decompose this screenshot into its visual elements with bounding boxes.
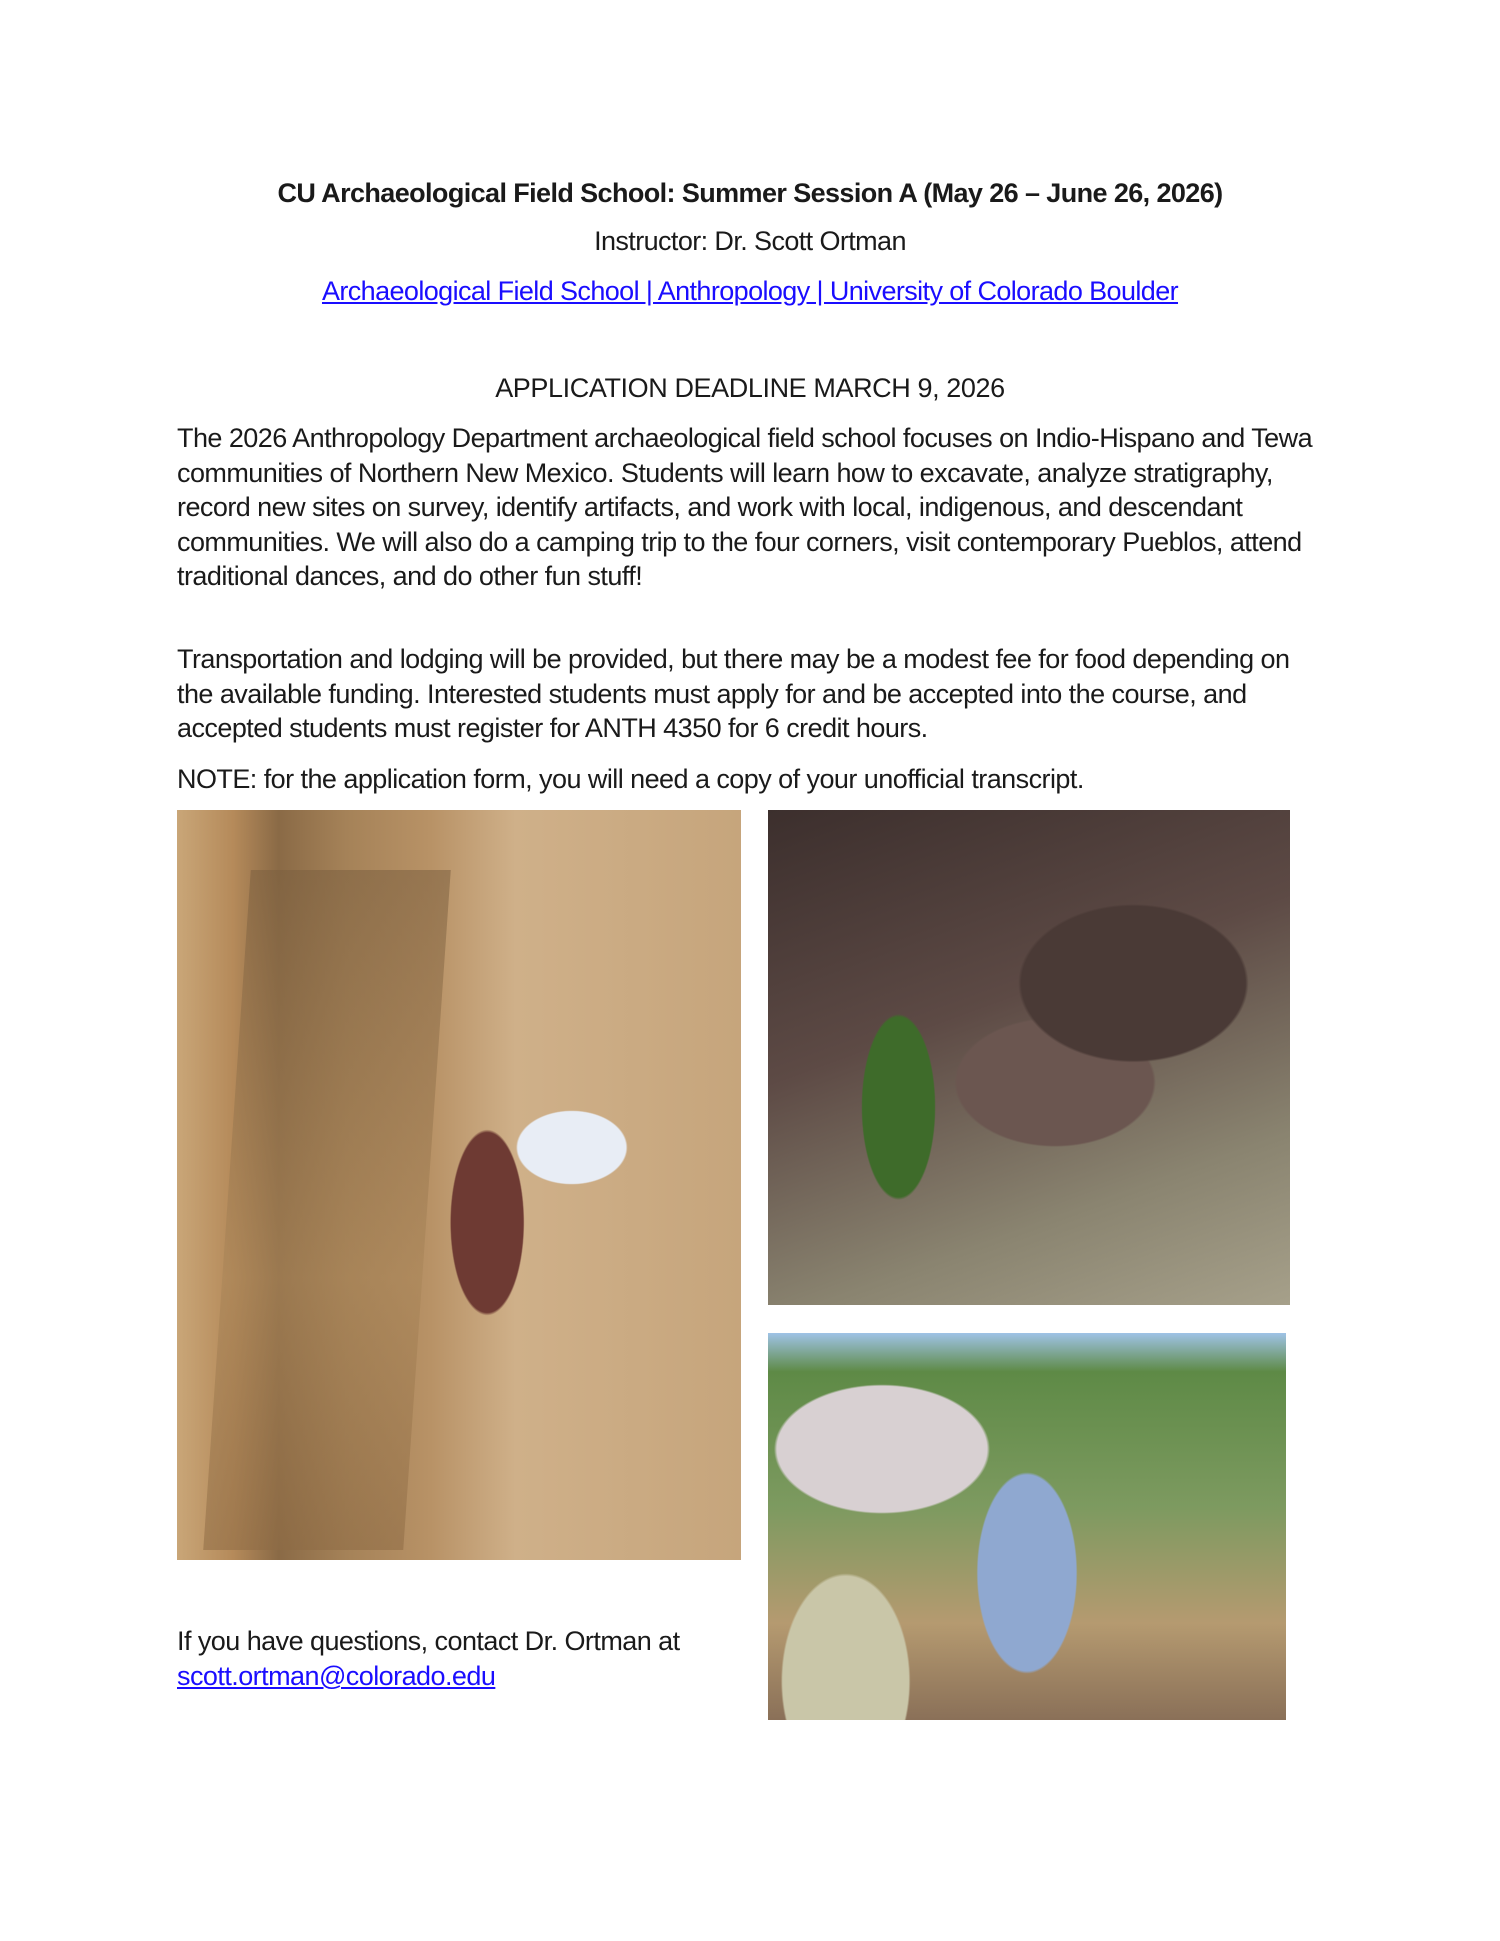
document-title: CU Archaeological Field School: Summer Session A (May 26 – June 26, 2026) [277, 178, 1223, 208]
contact-info [177, 1624, 737, 1694]
logistics-paragraph: Transportation and lodging will be provided, but there may be a modest fee for food depending on the available funding. Interested students must apply for and be accepted into the course, and accepted students must register for ANTH 4350 for 6 credit hours. [177, 644, 1290, 743]
contact-text: If you have questions, contact Dr. Ortman at [177, 1626, 680, 1656]
screening-students-photo [768, 1333, 1286, 1720]
field-school-link[interactable]: Archaeological Field School | Anthropology | University of Colorado Boulder [321, 276, 1179, 306]
petroglyph-rocks-photo [768, 810, 1290, 1305]
excavation-trench-photo [177, 810, 741, 1560]
note-paragraph: NOTE: for the application form, you will need a copy of your unofficial transcript. [177, 764, 1084, 794]
intro-paragraph: The 2026 Anthropology Department archaeological field school focuses on Indio-Hispano and Tewa communities of Northern New Mexico. Students will learn how to excavate, analyze stratigraphy, record new sites on survey, identify artifacts, and work with local, indigenous, and descendant communities. We will also do a camping trip to the four corners, visit contemporary Pueblos, attend traditional dances, and do other fun stuff! [177, 423, 1313, 591]
instructor-line: Instructor: Dr. Scott Ortman [594, 226, 906, 256]
application-deadline: APPLICATION DEADLINE MARCH 9, 2026 [495, 373, 1005, 403]
contact-email-link[interactable]: scott.ortman@colorado.edu [177, 1661, 496, 1691]
